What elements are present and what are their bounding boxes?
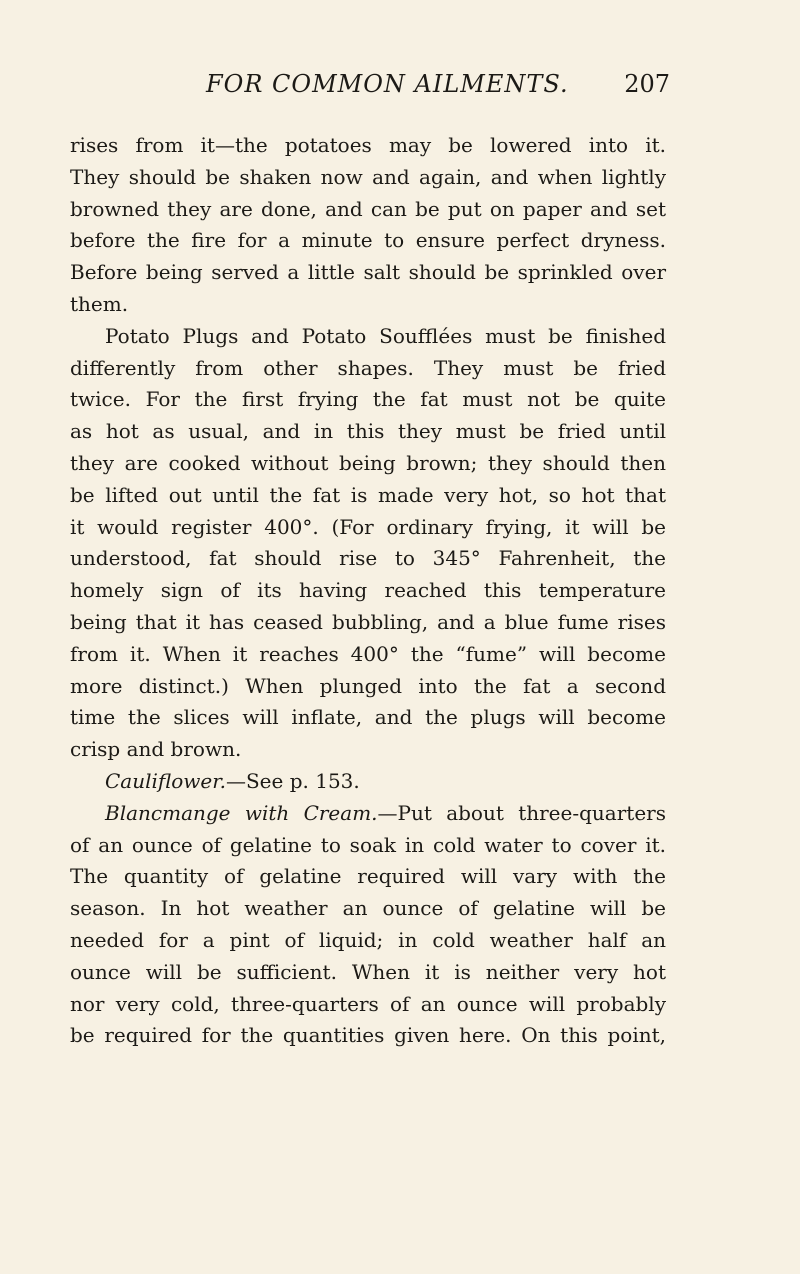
running-head-title: FOR COMMON AILMENTS.	[206, 70, 569, 98]
text-line: as hot as usual, and in this they must be fried until	[70, 419, 666, 444]
page-number: 207	[624, 70, 670, 98]
text-line: understood, fat should rise to 345° Fahrenheit, the	[70, 546, 666, 571]
text-line: ounce will be sufficient. When it is neither very hot	[70, 959, 666, 984]
text-line: They should be shaken now and again, and when lightly	[70, 164, 666, 189]
text-line: The quantity of gelatine required will vary with the	[70, 864, 666, 889]
body-text	[70, 130, 666, 1052]
text-line: it would register 400°. (For ordinary frying, it will be	[70, 514, 666, 539]
recipe-heading-blancmange: Blancmange with Cream.	[105, 800, 378, 825]
text-line: needed for a pint of liquid; in cold weather half an	[70, 927, 666, 952]
text-line: of an ounce of gelatine to soak in cold water to cover it.	[70, 832, 666, 857]
text-line: more distinct.) When plunged into the fat a second	[70, 673, 666, 698]
text-line: be required for the quantities given here. On this point,	[70, 1023, 666, 1048]
recipe-heading-cauliflower: Cauliflower.	[105, 768, 226, 793]
text-line: crisp and brown.	[70, 737, 242, 762]
text-line	[70, 798, 666, 830]
text-line: them.	[70, 291, 129, 316]
text-line: differently from other shapes. They must be fried	[70, 355, 666, 380]
text-line: homely sign of its having reached this temperature	[70, 578, 666, 603]
text-line: from it. When it reaches 400° the “fume” will become	[70, 641, 666, 666]
text-line: be lifted out until the fat is made very hot, so hot that	[70, 482, 666, 507]
text-line: browned they are done, and can be put on paper and set	[70, 196, 666, 221]
text-line: season. In hot weather an ounce of gelatine will be	[70, 896, 666, 921]
text-line: Before being served a little salt should be sprinkled over	[70, 260, 666, 285]
text-line: time the slices will inflate, and the plugs will become	[70, 705, 666, 730]
text-line: they are cooked without being brown; they should then	[70, 450, 666, 475]
text-line: before the fire for a minute to ensure perfect dryness.	[70, 228, 666, 253]
recipe-text: —See p. 153.	[225, 768, 360, 793]
text-line: Potato Plugs and Potato Soufflées must be finished	[105, 323, 666, 348]
text-line: rises from it—the potatoes may be lowered into it.	[70, 133, 666, 157]
running-head	[90, 70, 670, 106]
text-line: nor very cold, three-quarters of an ounce will probably	[70, 991, 666, 1016]
recipe-text: —Put about three-quarters	[377, 800, 666, 825]
text-line	[70, 766, 666, 798]
text-line: being that it has ceased bubbling, and a blue fume rises	[70, 609, 666, 634]
text-line: twice. For the first frying the fat must not be quite	[70, 387, 666, 412]
